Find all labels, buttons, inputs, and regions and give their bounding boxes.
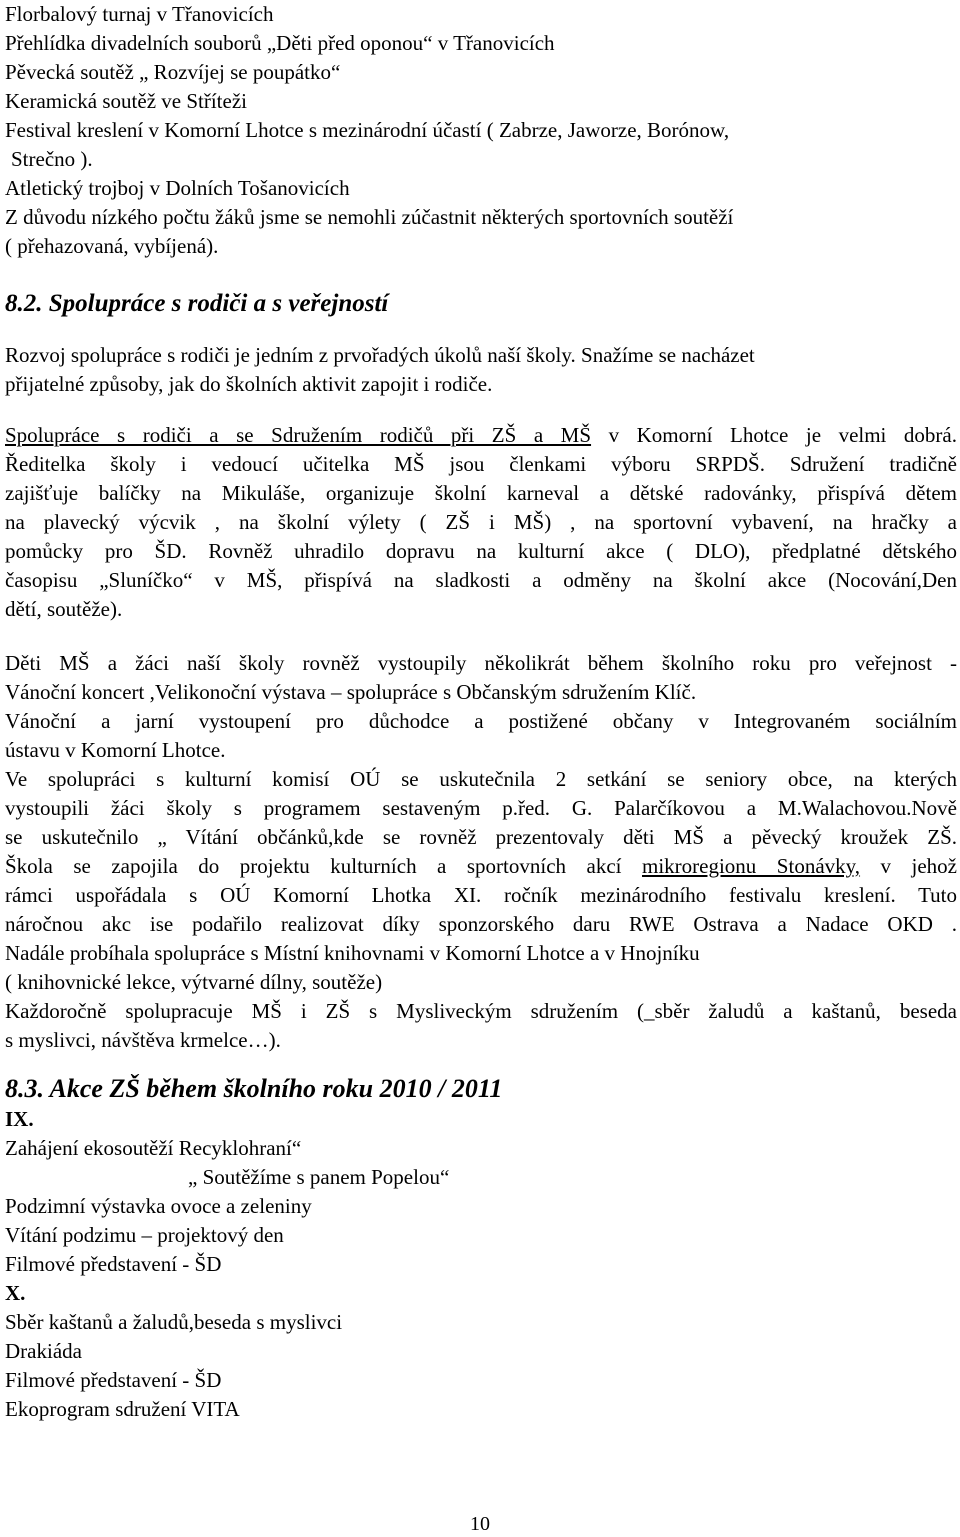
paragraph-line: Vánoční koncert ,Velikonoční výstava – spolupráce s Občanským sdružením Klíč. — [5, 680, 697, 704]
list-item: „ Soutěžíme s panem Popelou“ — [188, 1165, 450, 1189]
list-item: Přehlídka divadelních souborů „Děti před oponou“ v Třanovicích — [5, 31, 555, 55]
paragraph-line: Každoročně spolupracuje MŠ i ZŠ s Mysliveckým sdružením (_sběr žaludů a kaštanů, beseda — [5, 999, 957, 1023]
paragraph-line: dětí, soutěže). — [5, 597, 123, 621]
list-item: Vítání podzimu – projektový den — [5, 1223, 284, 1247]
paragraph-line: Nadále probíhala spolupráce s Místní knihovnami v Komorní Lhotce a v Hnojníku — [5, 941, 700, 965]
paragraph-line: Škola se zapojila do projektu kulturních a sportovních akcí mikroregionu Stonávky, v jehož — [5, 854, 957, 878]
section-8-2-intro — [5, 341, 957, 399]
paragraph-line: rámci uspořádala s OÚ Komorní Lhotka XI. ročník mezinárodního festivalu kreslení. Tuto — [5, 883, 957, 907]
list-item: Zahájení ekosoutěží Recyklohraní“ — [5, 1136, 302, 1160]
list-item: Pěvecká soutěž „ Rozvíjej se poupátko“ — [5, 60, 341, 84]
list-item: Filmové představení - ŠD — [5, 1252, 222, 1276]
paragraph-line: Rozvoj spolupráce s rodiči je jedním z prvořadých úkolů naší školy. Snažíme se nacházet — [5, 343, 755, 367]
list-item: Podzimní výstavka ovoce a zeleniny — [5, 1194, 312, 1218]
list-item: Strečno ). — [11, 147, 93, 171]
paragraph-line: ( knihovnické lekce, výtvarné dílny, soutěže) — [5, 970, 383, 994]
paragraph-line: přijatelné způsoby, jak do školních aktivit zapojit i rodiče. — [5, 372, 493, 396]
list-item: Florbalový turnaj v Třanovicích — [5, 2, 274, 26]
list-item: Filmové představení - ŠD — [5, 1368, 222, 1392]
x-events-list — [5, 1308, 957, 1424]
list-item: Sběr kaštanů a žaludů,beseda s myslivci — [5, 1310, 343, 1334]
month-label-x: X. — [5, 1281, 26, 1305]
events-list — [5, 0, 957, 261]
paragraph-line: Ředitelka školy i vedoucí učitelka MŠ jsou členkami výboru SRPDŠ. Sdružení tradičně — [5, 452, 957, 476]
list-item: Z důvodu nízkého počtu žáků jsme se nemohli zúčastnit některých sportovních soutěží — [5, 205, 734, 229]
list-item: Drakiáda — [5, 1339, 82, 1363]
paragraph-line: Vánoční a jarní vystoupení pro důchodce a postižené občany v Integrovaném sociálním — [5, 709, 957, 733]
section-8-2-parents-paragraph — [5, 421, 957, 624]
section-heading-8-3: 8.3. Akce ZŠ během školního roku 2010 / 2011 — [5, 1074, 503, 1103]
list-item: Ekoprogram sdružení VITA — [5, 1397, 240, 1421]
underlined-text: Spolupráce s rodiči a se Sdružením rodičů při ZŠ a MŠ — [5, 423, 592, 447]
section-heading-8-2: 8.2. Spolupráce s rodiči a s veřejností — [5, 290, 389, 317]
month-label-ix: IX. — [5, 1107, 34, 1131]
microregion-link[interactable]: mikroregionu Stonávky, — [642, 854, 861, 878]
paragraph-line: Děti MŠ a žáci naší školy rovněž vystoupily několikrát během školního roku pro veřejnost - — [5, 651, 957, 675]
list-item: Festival kreslení v Komorní Lhotce s mezinárodní účastí ( Zabrze, Jaworze, Borónow, — [5, 118, 730, 142]
list-item: Atletický trojboj v Dolních Tošanovicích — [5, 176, 350, 200]
paragraph-line: s myslivci, návštěva krmelce…). — [5, 1028, 281, 1052]
paragraph-line: náročnou akc ise podařilo realizovat díky sponzorského daru RWE Ostrava a Nadace OKD . — [5, 912, 957, 936]
paragraph-line: zajišťuje balíčky na Mikuláše, organizuje školní karneval a dětské radovánky, přispívá dětem — [5, 481, 957, 505]
list-item: Keramická soutěž ve Stříteži — [5, 89, 247, 113]
paragraph-line: se uskutečnilo „ Vítání občánků,kde se rovněž prezentovaly děti MŠ a pěvecký kroužek ZŠ. — [5, 825, 957, 849]
list-item: ( přehazovaná, vybíjená). — [5, 234, 219, 258]
paragraph-line: Ve spolupráci s kulturní komisí OÚ se uskutečnila 2 setkání se seniory obce, na kterých — [5, 767, 957, 791]
paragraph-line: pomůcky pro ŠD. Rovněž uhradilo dopravu na kulturní akce ( DLO), předplatné dětského — [5, 539, 957, 563]
ix-events-list — [5, 1134, 957, 1279]
page-number: 10 — [470, 1513, 490, 1535]
document-page — [5, 0, 957, 1424]
paragraph-line: vystoupili žáci školy s programem sestaveným p.řed. G. Palarčíkovou a M.Walachovou.Nově — [5, 796, 957, 820]
paragraph-line: ústavu v Komorní Lhotce. — [5, 738, 226, 762]
section-8-2-public-paragraph — [5, 649, 957, 1055]
paragraph-line: na plavecký výcvik , na školní výlety ( ZŠ i MŠ) , na sportovní vybavení, na hračky a — [5, 510, 957, 534]
paragraph-line: Spolupráce s rodiči a se Sdružením rodičů při ZŠ a MŠ v Komorní Lhotce je velmi dobrá. — [5, 423, 957, 447]
paragraph-line: časopisu „Sluníčko“ v MŠ, přispívá na sladkosti a odměny na školní akce (Nocování,Den — [5, 568, 957, 592]
